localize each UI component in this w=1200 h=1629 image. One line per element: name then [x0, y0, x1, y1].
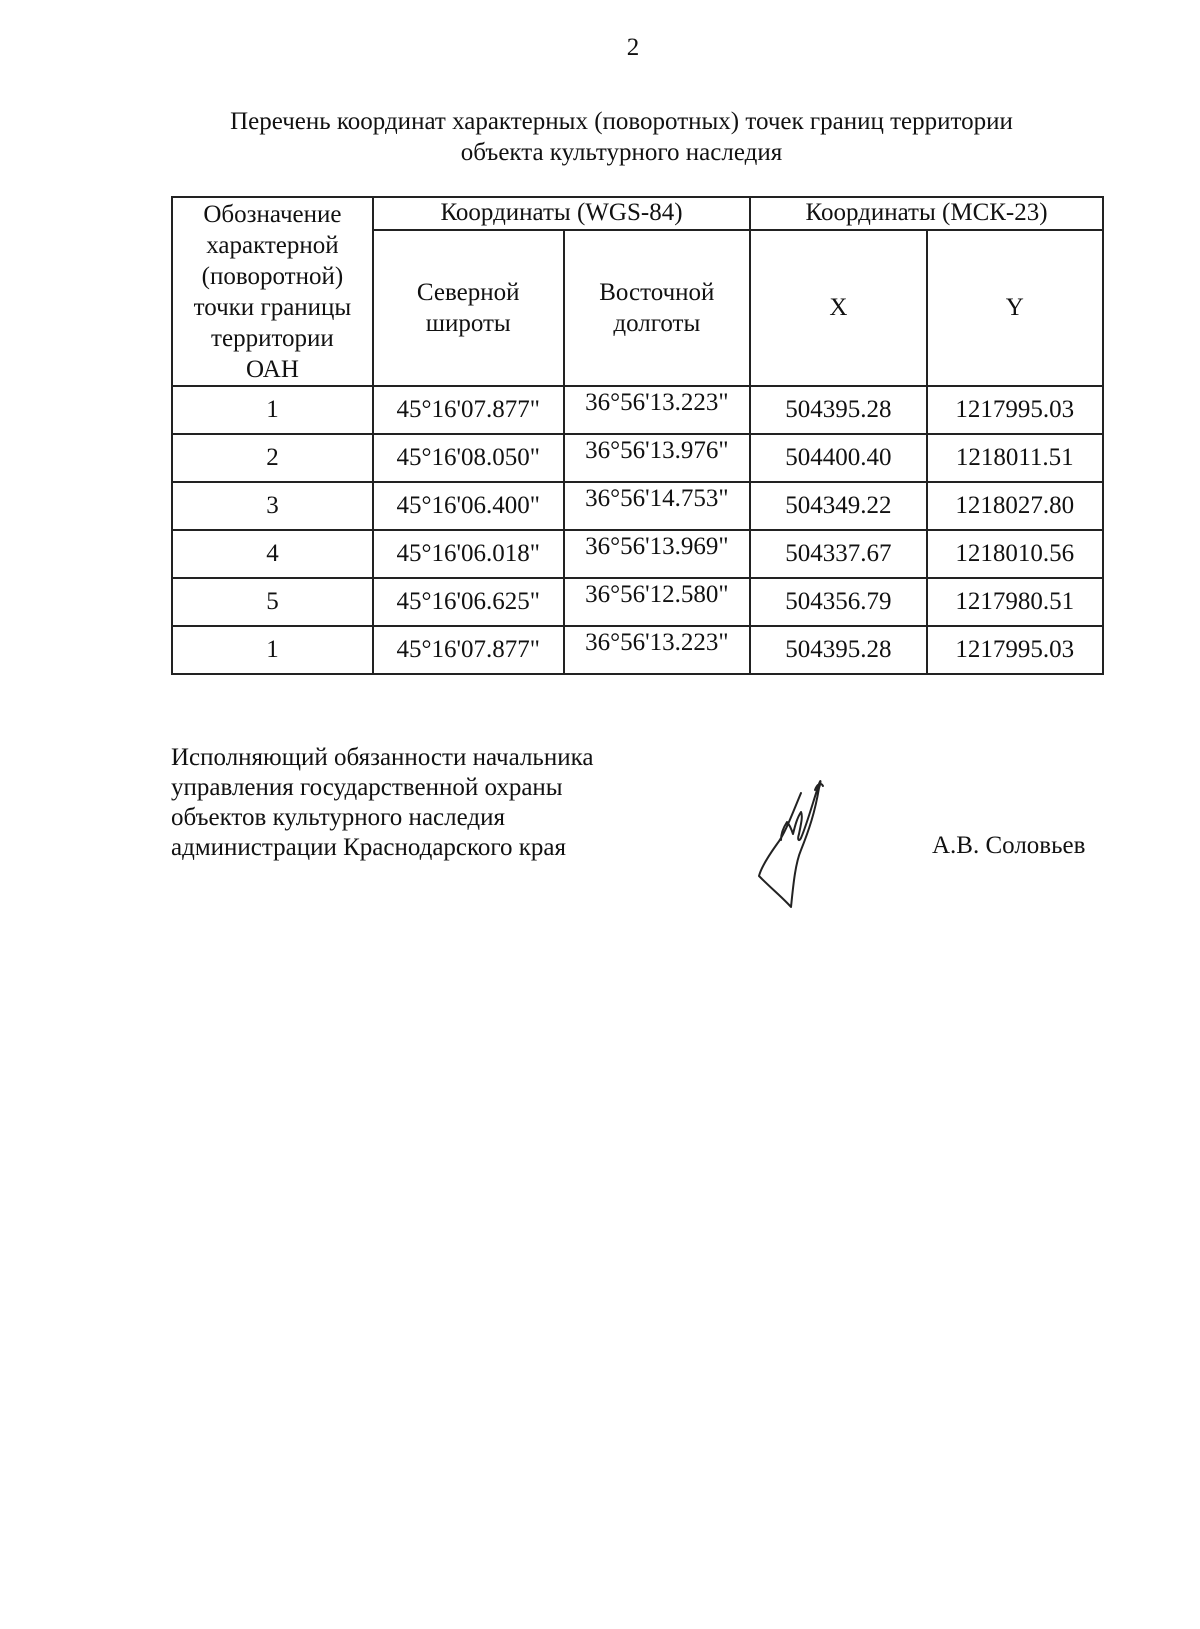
signatory-position-line: Исполняющий обязанности начальника — [171, 744, 594, 771]
signatory-position — [171, 743, 593, 863]
point-cell: 5 — [172, 578, 373, 626]
point-cell: 3 — [172, 482, 373, 530]
latitude-cell: 45°16'06.625" — [373, 578, 564, 626]
msk23-group-header: Координаты (МСК-23) — [750, 197, 1103, 230]
y-cell: 1218011.51 — [927, 434, 1103, 482]
longitude-cell: 36°56'14.753" — [564, 482, 751, 530]
longitude-header-line: долготы — [613, 309, 701, 337]
table-header-row — [172, 197, 1103, 230]
point-cell: 2 — [172, 434, 373, 482]
longitude-cell: 36°56'12.580" — [564, 578, 751, 626]
table-row — [172, 530, 1103, 578]
point-header-line: территории — [211, 325, 334, 352]
x-cell: 504400.40 — [750, 434, 926, 482]
y-header: Y — [927, 230, 1103, 386]
handwritten-signature — [755, 780, 865, 920]
x-cell: 504356.79 — [750, 578, 926, 626]
x-cell: 504337.67 — [750, 530, 926, 578]
y-cell: 1218010.56 — [927, 530, 1103, 578]
longitude-header — [564, 230, 751, 386]
x-cell: 504395.28 — [750, 626, 926, 674]
longitude-cell: 36°56'13.223" — [564, 386, 751, 434]
table-row — [172, 386, 1103, 434]
table-row — [172, 578, 1103, 626]
latitude-header — [373, 230, 564, 386]
point-designation-header — [172, 197, 373, 386]
x-cell: 504395.28 — [750, 386, 926, 434]
y-cell: 1217995.03 — [927, 386, 1103, 434]
signatory-position-line: управления государственной охраны — [171, 774, 563, 801]
document-title-line-2: объекта культурного наследия — [460, 139, 783, 166]
longitude-cell: 36°56'13.223" — [564, 626, 751, 674]
x-cell: 504349.22 — [750, 482, 926, 530]
coordinates-table — [171, 196, 1104, 675]
point-cell: 4 — [172, 530, 373, 578]
document-title-line-1: Перечень координат характерных (поворотных) точек границ территории — [230, 108, 1013, 135]
latitude-cell: 45°16'06.018" — [373, 530, 564, 578]
latitude-cell: 45°16'08.050" — [373, 434, 564, 482]
longitude-header-line: Восточной — [599, 278, 715, 306]
table-row — [172, 434, 1103, 482]
table-row — [172, 482, 1103, 530]
y-cell: 1218027.80 — [927, 482, 1103, 530]
latitude-header-line: Северной — [416, 278, 520, 306]
wgs84-group-header: Координаты (WGS-84) — [373, 197, 750, 230]
latitude-cell: 45°16'06.400" — [373, 482, 564, 530]
point-header-line: точки границы — [193, 294, 352, 321]
signatory-position-line: объектов культурного наследия — [171, 804, 505, 831]
x-header: X — [750, 230, 926, 386]
y-cell: 1217995.03 — [927, 626, 1103, 674]
table-body — [172, 386, 1103, 674]
latitude-cell: 45°16'07.877" — [373, 626, 564, 674]
signer-name: А.В. Соловьев — [932, 832, 1086, 859]
point-header-line: Обозначение — [203, 201, 342, 228]
point-header-line: характерной — [206, 232, 339, 259]
longitude-cell: 36°56'13.976" — [564, 434, 751, 482]
longitude-cell: 36°56'13.969" — [564, 530, 751, 578]
point-cell: 1 — [172, 626, 373, 674]
latitude-cell: 45°16'07.877" — [373, 386, 564, 434]
point-header-line: ОАН — [245, 356, 299, 383]
table-row — [172, 626, 1103, 674]
latitude-header-line: широты — [425, 309, 511, 337]
point-cell: 1 — [172, 386, 373, 434]
point-header-line: (поворотной) — [201, 263, 344, 290]
signatory-position-line: администрации Краснодарского края — [171, 834, 567, 861]
document-title — [150, 106, 1093, 168]
page-number: 2 — [626, 34, 640, 61]
y-cell: 1217980.51 — [927, 578, 1103, 626]
table-header — [172, 197, 1103, 386]
